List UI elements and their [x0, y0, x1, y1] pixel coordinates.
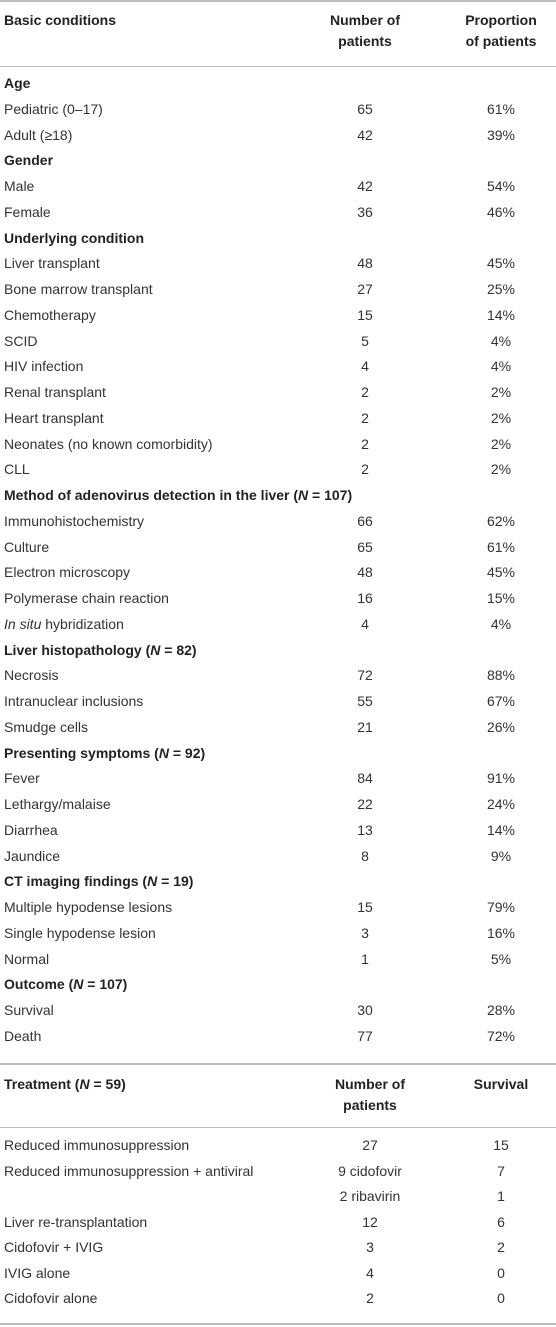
- row-label: [4, 333, 37, 349]
- treatment-row: [0, 1163, 556, 1189]
- table1-header-col2: [325, 10, 405, 52]
- patient-count: 21: [357, 719, 373, 735]
- section-title-text: Age: [4, 75, 31, 91]
- row-label: [4, 204, 51, 220]
- table-row: [0, 1002, 556, 1028]
- row-label-text: Multiple hypodense lesions: [4, 899, 173, 915]
- table-row: [0, 127, 556, 153]
- patient-proportion: 61%: [486, 101, 516, 117]
- patient-proportion: 45%: [486, 255, 516, 271]
- patient-count: 66: [357, 513, 373, 529]
- section-title: [4, 152, 53, 168]
- section-header-row: [0, 873, 556, 899]
- section-title-suffix: = 19): [157, 873, 194, 889]
- table-row: [0, 770, 556, 796]
- section-title-suffix: = 82): [160, 642, 197, 658]
- row-label-text: Electron microscopy: [4, 564, 131, 580]
- row-label-text: Liver transplant: [4, 255, 100, 271]
- table-separator-rule: [0, 1063, 556, 1065]
- patient-count: 42: [357, 127, 373, 143]
- patient-count: 5: [361, 333, 369, 349]
- table-row: [0, 796, 556, 822]
- row-label-text: Adult (≥18): [4, 127, 73, 143]
- row-label: [4, 925, 156, 941]
- row-label: [4, 384, 106, 400]
- section-header-row: [0, 642, 556, 668]
- section-title-n: N: [298, 487, 309, 503]
- table-row: [0, 178, 556, 204]
- section-title: [4, 745, 205, 761]
- row-label-italic: In situ: [4, 616, 42, 632]
- treatment-row: [0, 1214, 556, 1240]
- section-title: [4, 230, 144, 246]
- treatment-row: [0, 1290, 556, 1316]
- row-label-text: Heart transplant: [4, 410, 104, 426]
- table1-header-col3-line2: of patients: [465, 33, 537, 49]
- treatment-row: [0, 1265, 556, 1291]
- section-title: [4, 873, 193, 889]
- table-row: [0, 899, 556, 925]
- table1-header-col2-line1: Number of: [330, 12, 400, 28]
- row-label-text: Bone marrow transplant: [4, 281, 153, 297]
- patient-proportion: 67%: [486, 693, 516, 709]
- table1-header-col3: [450, 10, 552, 52]
- row-label-text: Lethargy/malaise: [4, 796, 111, 812]
- table2-header-col3: Survival: [473, 1076, 529, 1092]
- row-label: [4, 899, 172, 915]
- patient-count: 1: [361, 951, 369, 967]
- top-rule: [0, 0, 556, 2]
- patient-count: 65: [357, 101, 373, 117]
- patient-proportion: 4%: [490, 358, 512, 374]
- row-label: [4, 101, 103, 117]
- patient-proportion: 14%: [486, 307, 516, 323]
- table-row: [0, 564, 556, 590]
- treatment-survival: 0: [497, 1290, 505, 1306]
- row-label: [4, 436, 213, 452]
- table-row: [0, 951, 556, 977]
- section-title: [4, 642, 197, 658]
- row-label: [4, 461, 30, 477]
- table-row: [0, 590, 556, 616]
- row-label-text: Single hypodense lesion: [4, 925, 156, 941]
- section-title-text: Outcome (: [4, 976, 74, 992]
- treatment-survival: 15: [493, 1137, 509, 1153]
- treatment-row: [0, 1239, 556, 1265]
- patient-proportion: 5%: [490, 951, 512, 967]
- table2-header: [0, 1074, 556, 1120]
- row-label: [4, 667, 58, 683]
- section-title-text: Gender: [4, 152, 54, 168]
- table-row: [0, 461, 556, 487]
- section-title-n: N: [158, 745, 169, 761]
- row-label-text: Death: [4, 1028, 42, 1044]
- row-label: [4, 616, 124, 632]
- patient-proportion: 15%: [486, 590, 516, 606]
- row-label: [4, 770, 40, 786]
- row-label-text: Necrosis: [4, 667, 59, 683]
- row-label: [4, 178, 34, 194]
- table-row: [0, 719, 556, 745]
- patient-proportion: 25%: [486, 281, 516, 297]
- table2-header-col2-line2: patients: [343, 1097, 397, 1113]
- row-label-text: Chemotherapy: [4, 307, 96, 323]
- row-label-text: Fever: [4, 770, 40, 786]
- patient-proportion: 88%: [486, 667, 516, 683]
- patient-proportion: 39%: [486, 127, 516, 143]
- row-label: [4, 281, 153, 297]
- row-label: [4, 796, 111, 812]
- treatment-label: Cidofovir alone: [4, 1290, 98, 1306]
- table-row: [0, 410, 556, 436]
- row-label-text: SCID: [4, 333, 38, 349]
- table-row: [0, 848, 556, 874]
- row-label: [4, 822, 58, 838]
- table2-header-col2: [315, 1074, 425, 1116]
- section-title-text: CT imaging findings (: [4, 873, 148, 889]
- table-row: [0, 281, 556, 307]
- treatment-row: [0, 1188, 556, 1214]
- section-title-suffix: = 107): [83, 976, 128, 992]
- row-label-text: Polymerase chain reaction: [4, 590, 169, 606]
- row-label: [4, 848, 60, 864]
- patient-proportion: 61%: [486, 539, 516, 555]
- section-header-row: [0, 230, 556, 256]
- patient-count: 2: [361, 384, 369, 400]
- row-label: [4, 564, 130, 580]
- table2-header-rule: [0, 1127, 556, 1128]
- table-row: [0, 513, 556, 539]
- patient-proportion: 14%: [486, 822, 516, 838]
- row-label: [4, 719, 88, 735]
- patient-proportion: 2%: [490, 461, 512, 477]
- row-label-text: Culture: [4, 539, 50, 555]
- patient-proportion: 91%: [486, 770, 516, 786]
- table-row: [0, 1028, 556, 1054]
- row-label: [4, 590, 169, 606]
- treatment-label: Reduced immunosuppression + antiviral: [4, 1163, 254, 1179]
- bottom-rule: [0, 1323, 556, 1325]
- section-title-suffix: = 107): [308, 487, 353, 503]
- row-label-text: Immunohistochemistry: [4, 513, 145, 529]
- table-row: [0, 616, 556, 642]
- row-label: [4, 693, 143, 709]
- table1-header-col3-line1: Proportion: [465, 12, 537, 28]
- patient-proportion: 28%: [486, 1002, 516, 1018]
- patient-count: 48: [357, 564, 373, 580]
- patient-count: 2: [361, 461, 369, 477]
- patient-proportion: 16%: [486, 925, 516, 941]
- treatment-survival: 7: [497, 1163, 505, 1179]
- patient-count: 2: [361, 436, 369, 452]
- table-row: [0, 307, 556, 333]
- patient-count: 2: [361, 410, 369, 426]
- patient-count: 72: [357, 667, 373, 683]
- treatment-row: [0, 1137, 556, 1163]
- table1-header: [0, 10, 556, 56]
- treatment-label: IVIG alone: [4, 1265, 71, 1281]
- treatment-count: 12: [362, 1214, 378, 1230]
- table-row: [0, 925, 556, 951]
- patient-proportion: 62%: [486, 513, 516, 529]
- section-header-row: [0, 487, 556, 513]
- patient-count: 15: [357, 307, 373, 323]
- patient-count: 84: [357, 770, 373, 786]
- treatment-survival: 0: [497, 1265, 505, 1281]
- patient-proportion: 72%: [486, 1028, 516, 1044]
- row-label-text: Normal: [4, 951, 50, 967]
- section-header-row: [0, 745, 556, 771]
- section-title-text: Presenting symptoms (: [4, 745, 159, 761]
- treatment-label: Cidofovir + IVIG: [4, 1239, 104, 1255]
- table-row: [0, 693, 556, 719]
- treatment-survival: 6: [497, 1214, 505, 1230]
- row-label-text: Neonates (no known comorbidity): [4, 436, 213, 452]
- treatment-count: 9 cidofovir: [338, 1163, 402, 1179]
- treatment-label: Liver re-transplantation: [4, 1214, 148, 1230]
- patient-proportion: 54%: [486, 178, 516, 194]
- patient-proportion: 2%: [490, 410, 512, 426]
- patient-count: 27: [357, 281, 373, 297]
- row-label: [4, 410, 104, 426]
- row-label: [4, 539, 49, 555]
- patient-count: 22: [357, 796, 373, 812]
- section-title: [4, 976, 127, 992]
- treatment-survival: 2: [497, 1239, 505, 1255]
- table-row: [0, 436, 556, 462]
- table-row: [0, 204, 556, 230]
- row-label-text: Survival: [4, 1002, 54, 1018]
- patient-count: 4: [361, 358, 369, 374]
- table-row: [0, 539, 556, 565]
- patient-count: 36: [357, 204, 373, 220]
- table2-header-col1-suffix: = 59): [89, 1076, 126, 1092]
- patient-proportion: 79%: [486, 899, 516, 915]
- patient-count: 30: [357, 1002, 373, 1018]
- patient-count: 77: [357, 1028, 373, 1044]
- table2-header-col2-line1: Number of: [335, 1076, 405, 1092]
- patient-count: 13: [357, 822, 373, 838]
- patient-count: 65: [357, 539, 373, 555]
- patient-proportion: 4%: [490, 616, 512, 632]
- section-header-row: [0, 152, 556, 178]
- row-label-text: HIV infection: [4, 358, 84, 374]
- row-label: [4, 951, 49, 967]
- table-row: [0, 333, 556, 359]
- section-title-n: N: [150, 642, 161, 658]
- row-label: [4, 1002, 54, 1018]
- section-header-row: [0, 75, 556, 101]
- treatment-count: 4: [366, 1265, 374, 1281]
- section-title-text: Method of adenovirus detection in the liver (: [4, 487, 299, 503]
- section-title: [4, 487, 352, 503]
- section-header-row: [0, 976, 556, 1002]
- row-label: [4, 127, 72, 143]
- table-row: [0, 822, 556, 848]
- treatment-count: 27: [362, 1137, 378, 1153]
- patient-proportion: 2%: [490, 436, 512, 452]
- row-label-text: Diarrhea: [4, 822, 58, 838]
- patient-count: 3: [361, 925, 369, 941]
- row-label-text: Smudge cells: [4, 719, 89, 735]
- patient-proportion: 26%: [486, 719, 516, 735]
- patient-proportion: 2%: [490, 384, 512, 400]
- row-label: [4, 307, 96, 323]
- row-label: [4, 358, 83, 374]
- table1-header-rule: [0, 66, 556, 67]
- section-title-n: N: [147, 873, 158, 889]
- table2-header-col1-prefix: Treatment (: [4, 1076, 80, 1092]
- table-row: [0, 255, 556, 281]
- table-row: [0, 101, 556, 127]
- table-row: [0, 384, 556, 410]
- patient-proportion: 4%: [490, 333, 512, 349]
- row-label-text: Pediatric (0–17): [4, 101, 103, 117]
- section-title-text: Underlying condition: [4, 230, 144, 246]
- section-title: [4, 75, 30, 91]
- table-row: [0, 667, 556, 693]
- treatment-survival: 1: [497, 1188, 505, 1204]
- table2-header-col1-n: N: [79, 1076, 90, 1092]
- row-label-text: Male: [4, 178, 35, 194]
- table2-header-col1: [4, 1074, 126, 1095]
- table1-header-col2-line2: patients: [338, 33, 392, 49]
- row-label: [4, 1028, 41, 1044]
- patient-count: 42: [357, 178, 373, 194]
- row-label-text: hybridization: [41, 616, 124, 632]
- row-label-text: Female: [4, 204, 51, 220]
- patient-proportion: 46%: [486, 204, 516, 220]
- patient-count: 55: [357, 693, 373, 709]
- treatment-count: 2: [366, 1290, 374, 1306]
- patient-count: 16: [357, 590, 373, 606]
- patient-count: 4: [361, 616, 369, 632]
- treatment-count: 2 ribavirin: [339, 1188, 401, 1204]
- patient-count: 15: [357, 899, 373, 915]
- row-label-text: Renal transplant: [4, 384, 106, 400]
- treatment-count: 3: [366, 1239, 374, 1255]
- patient-proportion: 9%: [490, 848, 512, 864]
- table1-header-col1: Basic conditions: [4, 12, 117, 28]
- patient-proportion: 24%: [486, 796, 516, 812]
- row-label: [4, 513, 144, 529]
- patient-count: 8: [361, 848, 369, 864]
- section-title-text: Liver histopathology (: [4, 642, 151, 658]
- patient-count: 48: [357, 255, 373, 271]
- section-title-n: N: [73, 976, 84, 992]
- row-label: [4, 255, 100, 271]
- row-label-text: Jaundice: [4, 848, 61, 864]
- row-label-text: CLL: [4, 461, 30, 477]
- table-row: [0, 358, 556, 384]
- section-title-suffix: = 92): [168, 745, 206, 761]
- patient-proportion: 45%: [486, 564, 516, 580]
- treatment-label: Reduced immunosuppression: [4, 1137, 190, 1153]
- row-label-text: Intranuclear inclusions: [4, 693, 144, 709]
